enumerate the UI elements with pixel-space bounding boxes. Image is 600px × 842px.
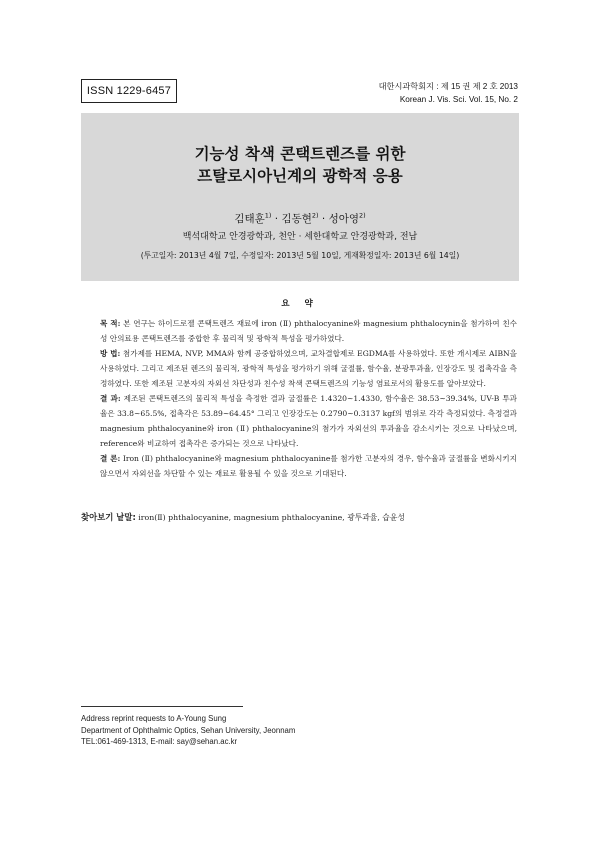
journal-citation-english: Korean J. Vis. Sci. Vol. 15, No. 2 — [399, 95, 518, 104]
section-label: 결 과: — [100, 394, 121, 403]
abstract-section-methods — [100, 346, 517, 391]
section-label: 결 론: — [100, 454, 121, 463]
journal-citation-korean: 대한시과학회지 : 제 15 권 제 2 호 2013 — [378, 82, 518, 91]
abstract-section-results — [100, 391, 517, 451]
correspondence-footnote — [81, 713, 295, 748]
author-affiliation-mark: 1) — [264, 211, 272, 220]
affiliation: 백석대학교 안경광학과, 천안 · 세한대학교 안경광학과, 전남 — [182, 232, 418, 242]
paper-title-line-2: 프탈로시아닌계의 광학적 응용 — [197, 167, 403, 185]
abstract-body — [100, 316, 517, 481]
journal-citation — [379, 80, 518, 106]
paper-title — [81, 143, 519, 187]
abstract-heading: 요 약 — [281, 299, 319, 309]
section-text: 첨가제를 HEMA, NVP, MMA와 함께 공중합하였으며, 교차결합제로 EGDMA를 사용하였다. 또한 개시제로 AIBN을 사용하였다. 그리고 제조된 렌즈의 물리적, 광학적 특성을 평가하기 위해 굴절률, 함수율, 분광투과율, 인장강도 및 접촉각을 측정하였다. 또한 제조된 고분자의 자외선 차단성과 친수성 착색 콘택트렌즈의 기능성 염료로서의 활용도를 알아보았다. — [100, 349, 518, 388]
section-text: Iron (Ⅱ) phthalocyanine와 magnesium phthalocyanine를 첨가한 고분자의 경우, 함수율과 굴절률을 변화시키지 않으면서 자외선을 차단할 수 있는 재료로 활용될 수 있을 것으로 기대된다. — [100, 454, 517, 478]
issn-box: ISSN 1229-6457 — [81, 79, 177, 103]
author-affiliation-mark: 2) — [359, 211, 366, 220]
footnote-line: TEL:061-469-1313, E-mail: say@sehan.ac.kr — [81, 737, 238, 746]
footnote-line: Address reprint requests to A-Young Sung — [81, 714, 227, 723]
submission-dates: (투고일자: 2013년 4월 7일, 수정일자: 2013년 5월 10일, 게재확정일자: 2013년 6월 14일) — [140, 251, 460, 260]
paper-title-line-1: 기능성 착색 콘택트렌즈를 위한 — [194, 145, 406, 163]
author-name: 김태훈 — [234, 213, 265, 225]
author-list — [81, 211, 519, 226]
title-block — [81, 113, 519, 281]
footnote-line: Department of Ophthalmic Optics, Sehan University, Jeonnam — [81, 725, 296, 735]
keywords-text: iron(Ⅱ) phthalocyanine, magnesium phthalocyanine, 광투과율, 습윤성 — [135, 513, 405, 522]
abstract-section-conclusion — [100, 451, 517, 481]
keywords — [81, 510, 521, 525]
author-separator: · — [271, 213, 282, 225]
author-affiliation-mark: 2) — [311, 211, 319, 220]
section-text: 본 연구는 하이드로젤 콘택트렌즈 재료에 iron (Ⅱ) phthalocyanine와 magnesium phthalocynin을 첨가하여 친수성 안의료용 콘택트렌즈를 중합한 후 물리적 및 광학적 특성을 평가하였다. — [100, 319, 517, 343]
footnote-divider — [81, 706, 243, 707]
section-label: 방 법: — [100, 349, 121, 358]
author-name: 김동현 — [281, 213, 312, 225]
keywords-label: 찾아보기 낱말: — [81, 512, 136, 522]
author-name: 성아영 — [328, 213, 359, 225]
section-text: 제조된 콘택트렌즈의 물리적 특성을 측정한 결과 굴절률은 1.4320~1.4330, 함수율은 38.53~39.34%, UV-B 투과율은 33.8~65.5%, 접촉각은 53.89~64.45° 그리고 인장강도는 0.2790~0.3137 kgf의 범위로 각각 측정되었다. 측정결과 magnesium phthalocyanine와 iron (Ⅱ) phthalocyanine의 첨가가 자외선의 투과율을 감소시키는 것으로 나타났으며, reference와 비교하여 접촉각은 증가되는 것으로 나타났다. — [100, 394, 517, 448]
abstract-section-purpose — [100, 316, 517, 346]
section-label: 목 적: — [100, 319, 121, 328]
author-separator: · — [318, 213, 329, 225]
